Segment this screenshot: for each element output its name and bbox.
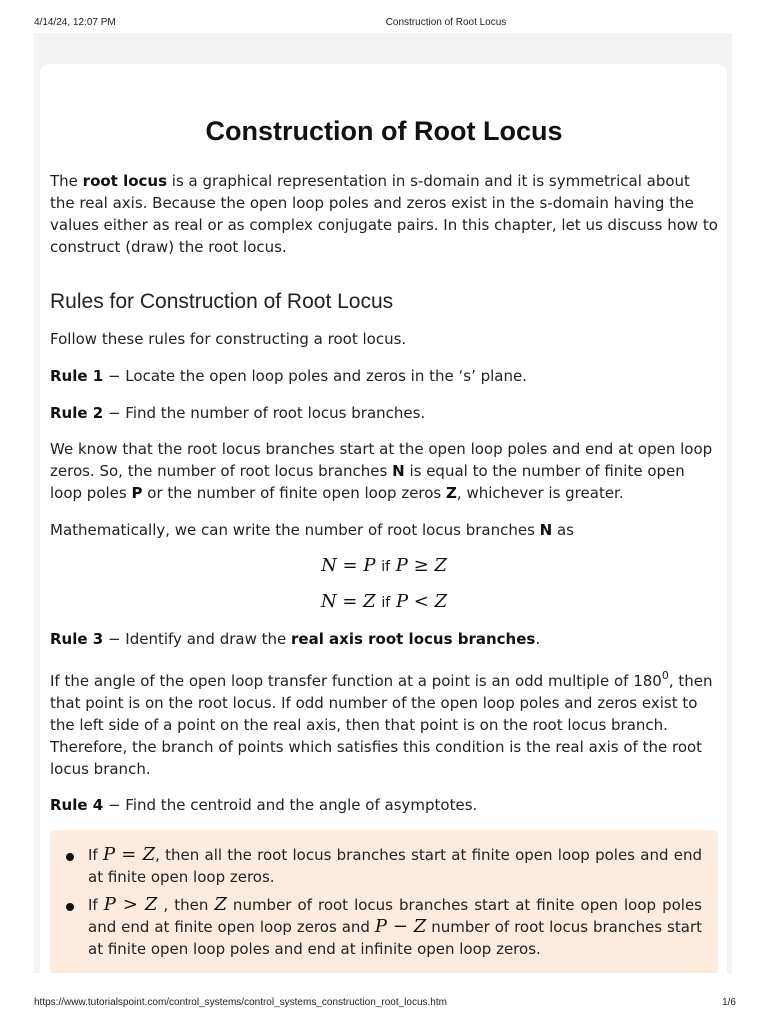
equation-1-if: if bbox=[381, 559, 391, 575]
branches-text-4: , whichever is greater. bbox=[456, 484, 624, 502]
math-intro-after: as bbox=[552, 521, 574, 539]
section-heading: Rules for Construction of Root Locus bbox=[50, 290, 394, 313]
note-item bbox=[66, 844, 702, 888]
rule-2 bbox=[50, 402, 425, 424]
print-footer bbox=[0, 990, 768, 1024]
equation-1 bbox=[50, 555, 718, 576]
note-2-text-4: number of root locus branches start at finite open loop poles and end at infinite open loop zeros. bbox=[88, 918, 702, 958]
note-1-text-1: If bbox=[88, 846, 103, 864]
note-box bbox=[50, 830, 718, 973]
branches-text-3: or the number of finite open loop zeros bbox=[142, 484, 447, 502]
branches-text-1: We know that the root locus branches start at the open loop poles and end at open loop zeros. So, the number of root locus branches bbox=[50, 440, 713, 480]
bullet-icon bbox=[66, 903, 74, 911]
rule-3 bbox=[50, 628, 540, 650]
rule-4-text: − Find the centroid and the angle of asymptotes. bbox=[103, 796, 478, 814]
rule-2-text: − Find the number of root locus branches. bbox=[103, 404, 426, 422]
article-card bbox=[40, 64, 727, 973]
math-intro bbox=[50, 519, 574, 541]
note-2-text-1: If bbox=[88, 896, 104, 914]
angle-text-1: If the angle of the open loop transfer function at a point is an odd multiple of 180 bbox=[50, 672, 662, 690]
branches-bold-z: Z bbox=[446, 484, 457, 502]
note-2-math-1: P > Z bbox=[103, 894, 158, 915]
rule-1-text: − Locate the open loop poles and zeros in the ‘s’ plane. bbox=[103, 367, 527, 385]
math-intro-bold: N bbox=[539, 521, 553, 539]
note-2-text-2: , then bbox=[157, 896, 215, 914]
bullet-icon bbox=[66, 853, 74, 861]
rule-2-label: Rule 2 bbox=[50, 404, 104, 422]
angle-text-2: , then that point is on the root locus. If odd number of the open loop poles and zeros exist to the left side of a point on the real axis, then that point is on the root locus branch. Therefore, the branch of points which satisfies this condition is the real axis of the root locus branch. bbox=[50, 672, 713, 778]
branches-text-2: is equal to the number of finite open loop poles bbox=[50, 462, 685, 502]
print-header bbox=[0, 0, 768, 28]
note-2-text-3: number of root locus branches start at finite open loop poles and end at finite open loop zeros and bbox=[88, 896, 702, 936]
equation-1-rhs: P ≥ Z bbox=[395, 555, 447, 576]
note-1-text-2: , then all the root locus branches start at finite open loop poles and end at finite open loop zeros. bbox=[88, 846, 702, 886]
equation-2 bbox=[50, 591, 718, 612]
print-datetime: 4/14/24, 12:07 PM bbox=[34, 17, 116, 28]
rule-3-text: − Identify and draw the bbox=[103, 630, 291, 648]
page-background bbox=[34, 33, 732, 973]
rule-1-label: Rule 1 bbox=[50, 367, 104, 385]
rule-3-end: . bbox=[535, 630, 541, 648]
angle-superscript: 0 bbox=[661, 669, 669, 682]
rule-3-bold: real axis root locus branches bbox=[291, 630, 536, 648]
intro-paragraph bbox=[50, 170, 718, 258]
print-url: https://www.tutorialspoint.com/control_systems/control_systems_construction_root_locus.htm bbox=[34, 997, 447, 1008]
rule-3-label: Rule 3 bbox=[50, 630, 104, 648]
follow-text: Follow these rules for constructing a root locus. bbox=[50, 330, 407, 348]
print-title: Construction of Root Locus bbox=[385, 17, 507, 28]
branches-paragraph bbox=[50, 438, 718, 504]
note-2-math-2: Z bbox=[214, 894, 227, 915]
rule-4 bbox=[50, 794, 477, 816]
equation-2-if: if bbox=[381, 595, 391, 611]
note-1-math-1: P = Z bbox=[102, 844, 156, 865]
rule-4-label: Rule 4 bbox=[50, 796, 104, 814]
equation-2-rhs: P < Z bbox=[395, 591, 448, 612]
print-page-number: 1/6 bbox=[722, 997, 736, 1008]
article-title: Construction of Root Locus bbox=[205, 116, 563, 146]
equation-2-lhs: N = Z bbox=[320, 591, 376, 612]
math-intro-text: Mathematically, we can write the number of root locus branches bbox=[50, 521, 540, 539]
intro-text-1: The bbox=[50, 172, 83, 190]
intro-bold-term: root locus bbox=[82, 172, 168, 190]
branches-bold-p: P bbox=[131, 484, 143, 502]
note-2-math-3: P − Z bbox=[374, 916, 427, 937]
equation-1-lhs: N = P bbox=[321, 555, 376, 576]
note-item bbox=[66, 894, 702, 960]
rule-1 bbox=[50, 365, 527, 387]
intro-text-2: is a graphical representation in s-domain and it is symmetrical about the real axis. Because the open loop poles and zeros exist in the s-domain having the values either as real or as complex conjugate pairs. In this chapter, let us discuss how to construct (draw) the root locus. bbox=[50, 172, 718, 256]
note-list bbox=[66, 844, 702, 966]
angle-paragraph bbox=[50, 670, 718, 780]
branches-bold-n: N bbox=[392, 462, 405, 480]
